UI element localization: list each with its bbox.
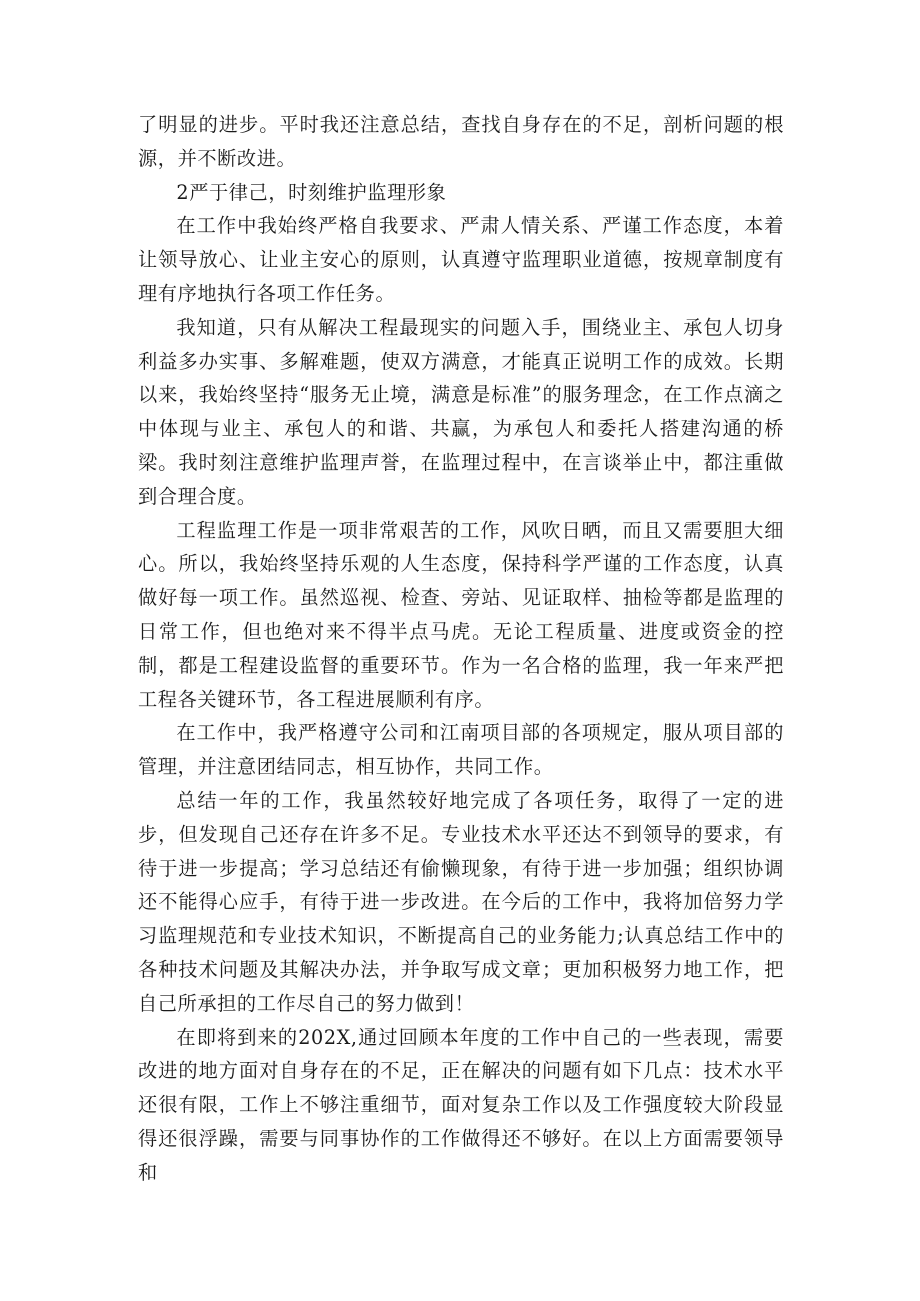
paragraph: 总结一年的工作，我虽然较好地完成了各项任务，取得了一定的进步，但发现自己还存在许多不足。专业技术水平还达不到领导的要求，有待于进一步提高；学习总结还有偷懒现象，有待于进一步加强；组织协调还不能得心应手，有待于进一步改进。在今后的工作中，我将加倍努力学习监理规范和专业技术知识，不断提高自己的业务能力;认真总结工作中的各种技术问题及其解决办法，并争取写成文章；更加积极努力地工作，把自己所承担的工作尽自己的努力做到！ bbox=[138, 788, 784, 1015]
section-heading: 2严于律己，时刻维护监理形象 bbox=[176, 180, 447, 204]
paragraph-continuation: 了明显的进步。平时我还注意总结，查找自身存在的不足，剖析问题的根源，并不断改进。 bbox=[138, 113, 784, 170]
paragraph: 我知道，只有从解决工程最现实的问题入手，围绕业主、承包人切身利益多办实事、多解难题，使双方满意，才能真正说明工作的成效。长期以来，我始终坚持“服务无止境，满意是标准”的服务理念，在工作点滴之中体现与业主、承包人的和谐、共赢，为承包人和委托人搭建沟通的桥梁。我时刻注意维护监理声誉，在监理过程中，在言谈举止中，都注重做到合理合度。 bbox=[138, 315, 784, 508]
paragraph: 在工作中我始终严格自我要求、严肃人情关系、严谨工作态度，本着让领导放心、让业主安心的原则，认真遵守监理职业道德，按规章制度有理有序地执行各项工作任务。 bbox=[138, 214, 784, 305]
paragraph: 在即将到来的202X,通过回顾本年度的工作中自己的一些表现，需要改进的地方面对自身存在的不足，正在解决的问题有如下几点：技术水平还很有限，工作上不够注重细节，面对复杂工作以及工作强度较大阶段显得还很浮躁，需要与同事协作的工作做得还不够好。在以上方面需要领导和 bbox=[138, 1025, 784, 1184]
paragraph: 在工作中，我严格遵守公司和江南项目部的各项规定，服从项目部的管理，并注意团结同志，相互协作，共同工作。 bbox=[138, 721, 784, 779]
document-body bbox=[138, 108, 784, 1190]
paragraph: 工程监理工作是一项非常艰苦的工作，风吹日晒，而且又需要胆大细心。所以，我始终坚持乐观的人生态度，保持科学严谨的工作态度，认真做好每一项工作。虽然巡视、检查、旁站、见证取样、抽检等都是监理的日常工作，但也绝对来不得半点马虎。无论工程质量、进度或资金的控制，都是工程建设监督的重要环节。作为一名合格的监理，我一年来严把工程各关键环节，各工程进展顺利有序。 bbox=[138, 518, 784, 711]
